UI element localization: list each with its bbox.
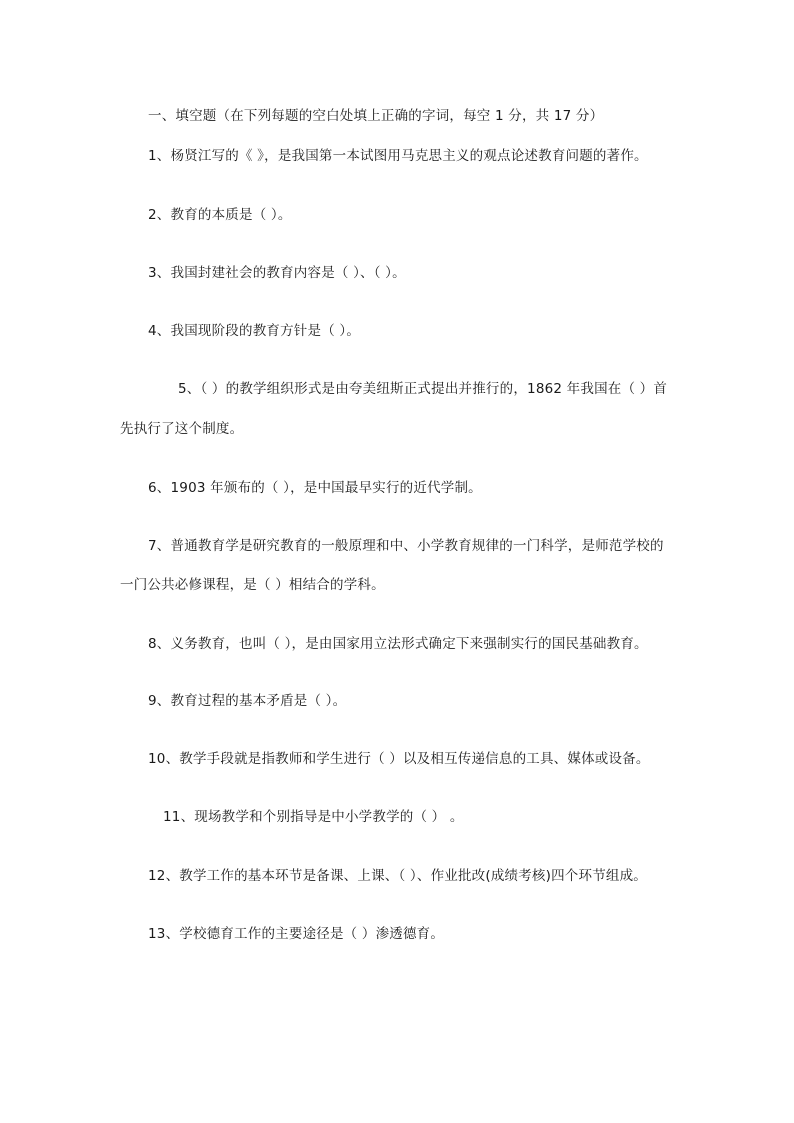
question-5-line-1: 5、（ ）的教学组织形式是由夸美纽斯正式提出并推行的，1862 年我国在（ ）首 <box>178 381 668 397</box>
question-8: 8、义务教育，也叫（ ），是由国家用立法形式确定下来强制实行的国民基础教育。 <box>148 636 648 652</box>
question-11: 11、现场教学和个别指导是中小学教学的（ ） 。 <box>163 809 464 825</box>
question-13: 13、学校德育工作的主要途径是（ ）渗透德育。 <box>148 926 445 942</box>
question-2: 2、教育的本质是（ ）。 <box>148 207 292 223</box>
question-4: 4、我国现阶段的教育方针是（ ）。 <box>148 323 361 339</box>
question-12: 12、教学工作的基本环节是备课、上课、（ ）、作业批改(成绩考核)四个环节组成。 <box>148 868 648 884</box>
question-6: 6、1903 年颁布的（ ），是中国最早实行的近代学制。 <box>148 480 482 496</box>
question-3: 3、我国封建社会的教育内容是（ ）、（ ）。 <box>148 265 406 281</box>
question-7-line-1: 7、普通教育学是研究教育的一般原理和中、小学教育规律的一门科学，是师范学校的 <box>148 538 664 554</box>
question-10: 10、教学手段就是指教师和学生进行（ ）以及相互传递信息的工具、媒体或设备。 <box>148 751 650 767</box>
question-1: 1、杨贤江写的《 》，是我国第一本试图用马克思主义的观点论述教育问题的著作。 <box>148 148 648 164</box>
question-7-line-2: 一门公共必修课程，是（ ）相结合的学科。 <box>120 577 385 593</box>
question-5-line-2: 先执行了这个制度。 <box>120 421 244 437</box>
question-9: 9、教育过程的基本矛盾是（ ）。 <box>148 693 347 709</box>
section-title: 一、填空题（在下列每题的空白处填上正确的字词，每空 1 分，共 17 分） <box>148 108 604 124</box>
